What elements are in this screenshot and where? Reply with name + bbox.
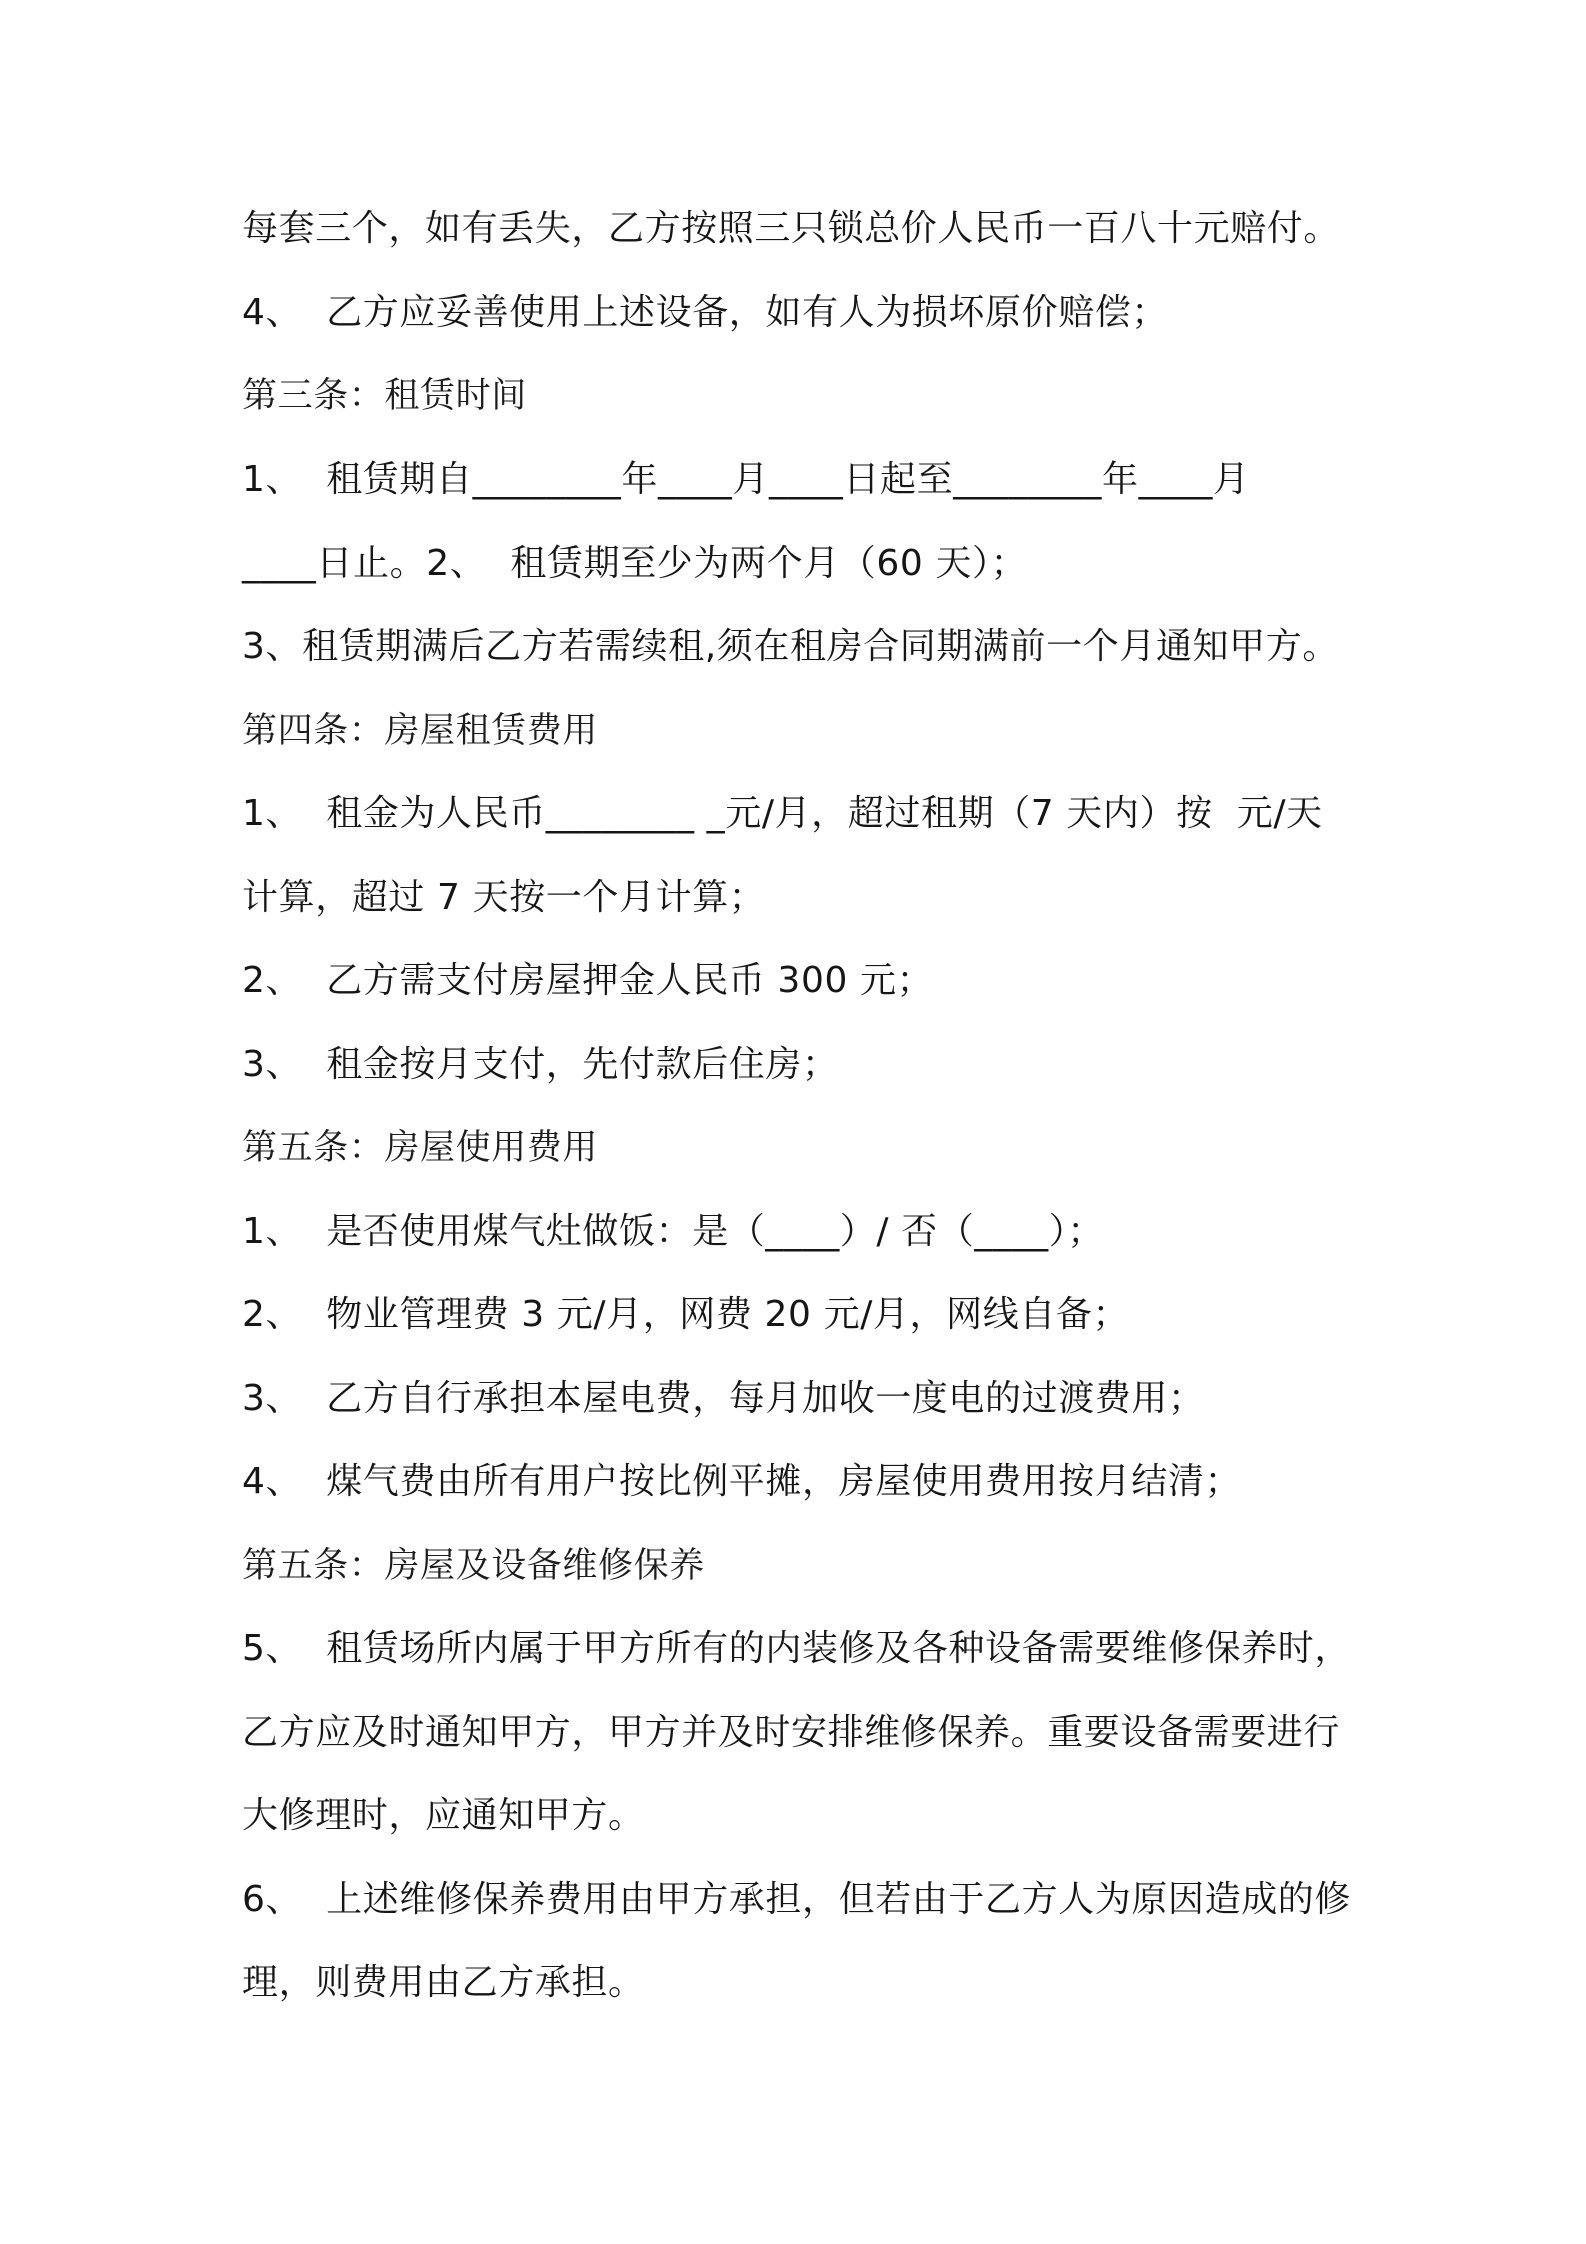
list-item-4: 4、 乙方应妥善使用上述设备，如有人为损坏原价赔偿； xyxy=(242,292,1168,333)
text-line: ____日止。2、 租赁期至少为两个月（60 天）； xyxy=(242,543,1028,584)
list-item-2: 2、 乙方需支付房屋押金人民币 300 元； xyxy=(242,960,934,1001)
section-heading-article-5: 第五条：房屋使用费用 xyxy=(242,1128,599,1168)
list-item-3: 3、 租金按月支付，先付款后住房； xyxy=(242,1044,839,1085)
list-item-1: 1、 租赁期自________年____月____日起至________年____月 xyxy=(242,459,1250,500)
list-item-1: 1、 租金为人民币________ _元/月，超过租期（7 天内）按 元/天 xyxy=(242,793,1323,834)
section-heading-maintenance: 第五条：房屋及设备维修保养 xyxy=(242,1546,705,1586)
text-line: 乙方应及时通知甲方，甲方并及时安排维修保养。重要设备需要进行 xyxy=(242,1712,1341,1753)
list-item-3: 3、 乙方自行承担本屋电费，每月加收一度电的过渡费用； xyxy=(242,1378,1205,1419)
section-heading-article-3: 第三条：租赁时间 xyxy=(242,376,527,416)
list-item-2: 2、 物业管理费 3 元/月，网费 20 元/月，网线自备； xyxy=(242,1294,1130,1335)
text-line: 大修理时，应通知甲方。 xyxy=(242,1795,645,1836)
list-item-5: 5、 租赁场所内属于甲方所有的内装修及各种设备需要维修保养时， xyxy=(242,1628,1351,1669)
list-item-6: 6、 上述维修保养费用由甲方承担，但若由于乙方人为原因造成的修 xyxy=(242,1879,1351,1920)
list-item-1: 1、 是否使用煤气灶做饭：是（____）/ 否（____）； xyxy=(242,1211,1104,1252)
section-heading-article-4: 第四条：房屋租赁费用 xyxy=(242,711,599,751)
text-line: 理，则费用由乙方承担。 xyxy=(242,1962,645,2003)
text-line: 计算，超过 7 天按一个月计算； xyxy=(242,877,766,918)
text-line: 每套三个，如有丢失，乙方按照三只锁总价人民币一百八十元赔付。 xyxy=(242,208,1341,249)
list-item-4: 4、 煤气费由所有用户按比例平摊，房屋使用费用按月结清； xyxy=(242,1461,1242,1502)
list-item-3: 3、租赁期满后乙方若需续租,须在租房合同期满前一个月通知甲方。 xyxy=(242,626,1339,667)
